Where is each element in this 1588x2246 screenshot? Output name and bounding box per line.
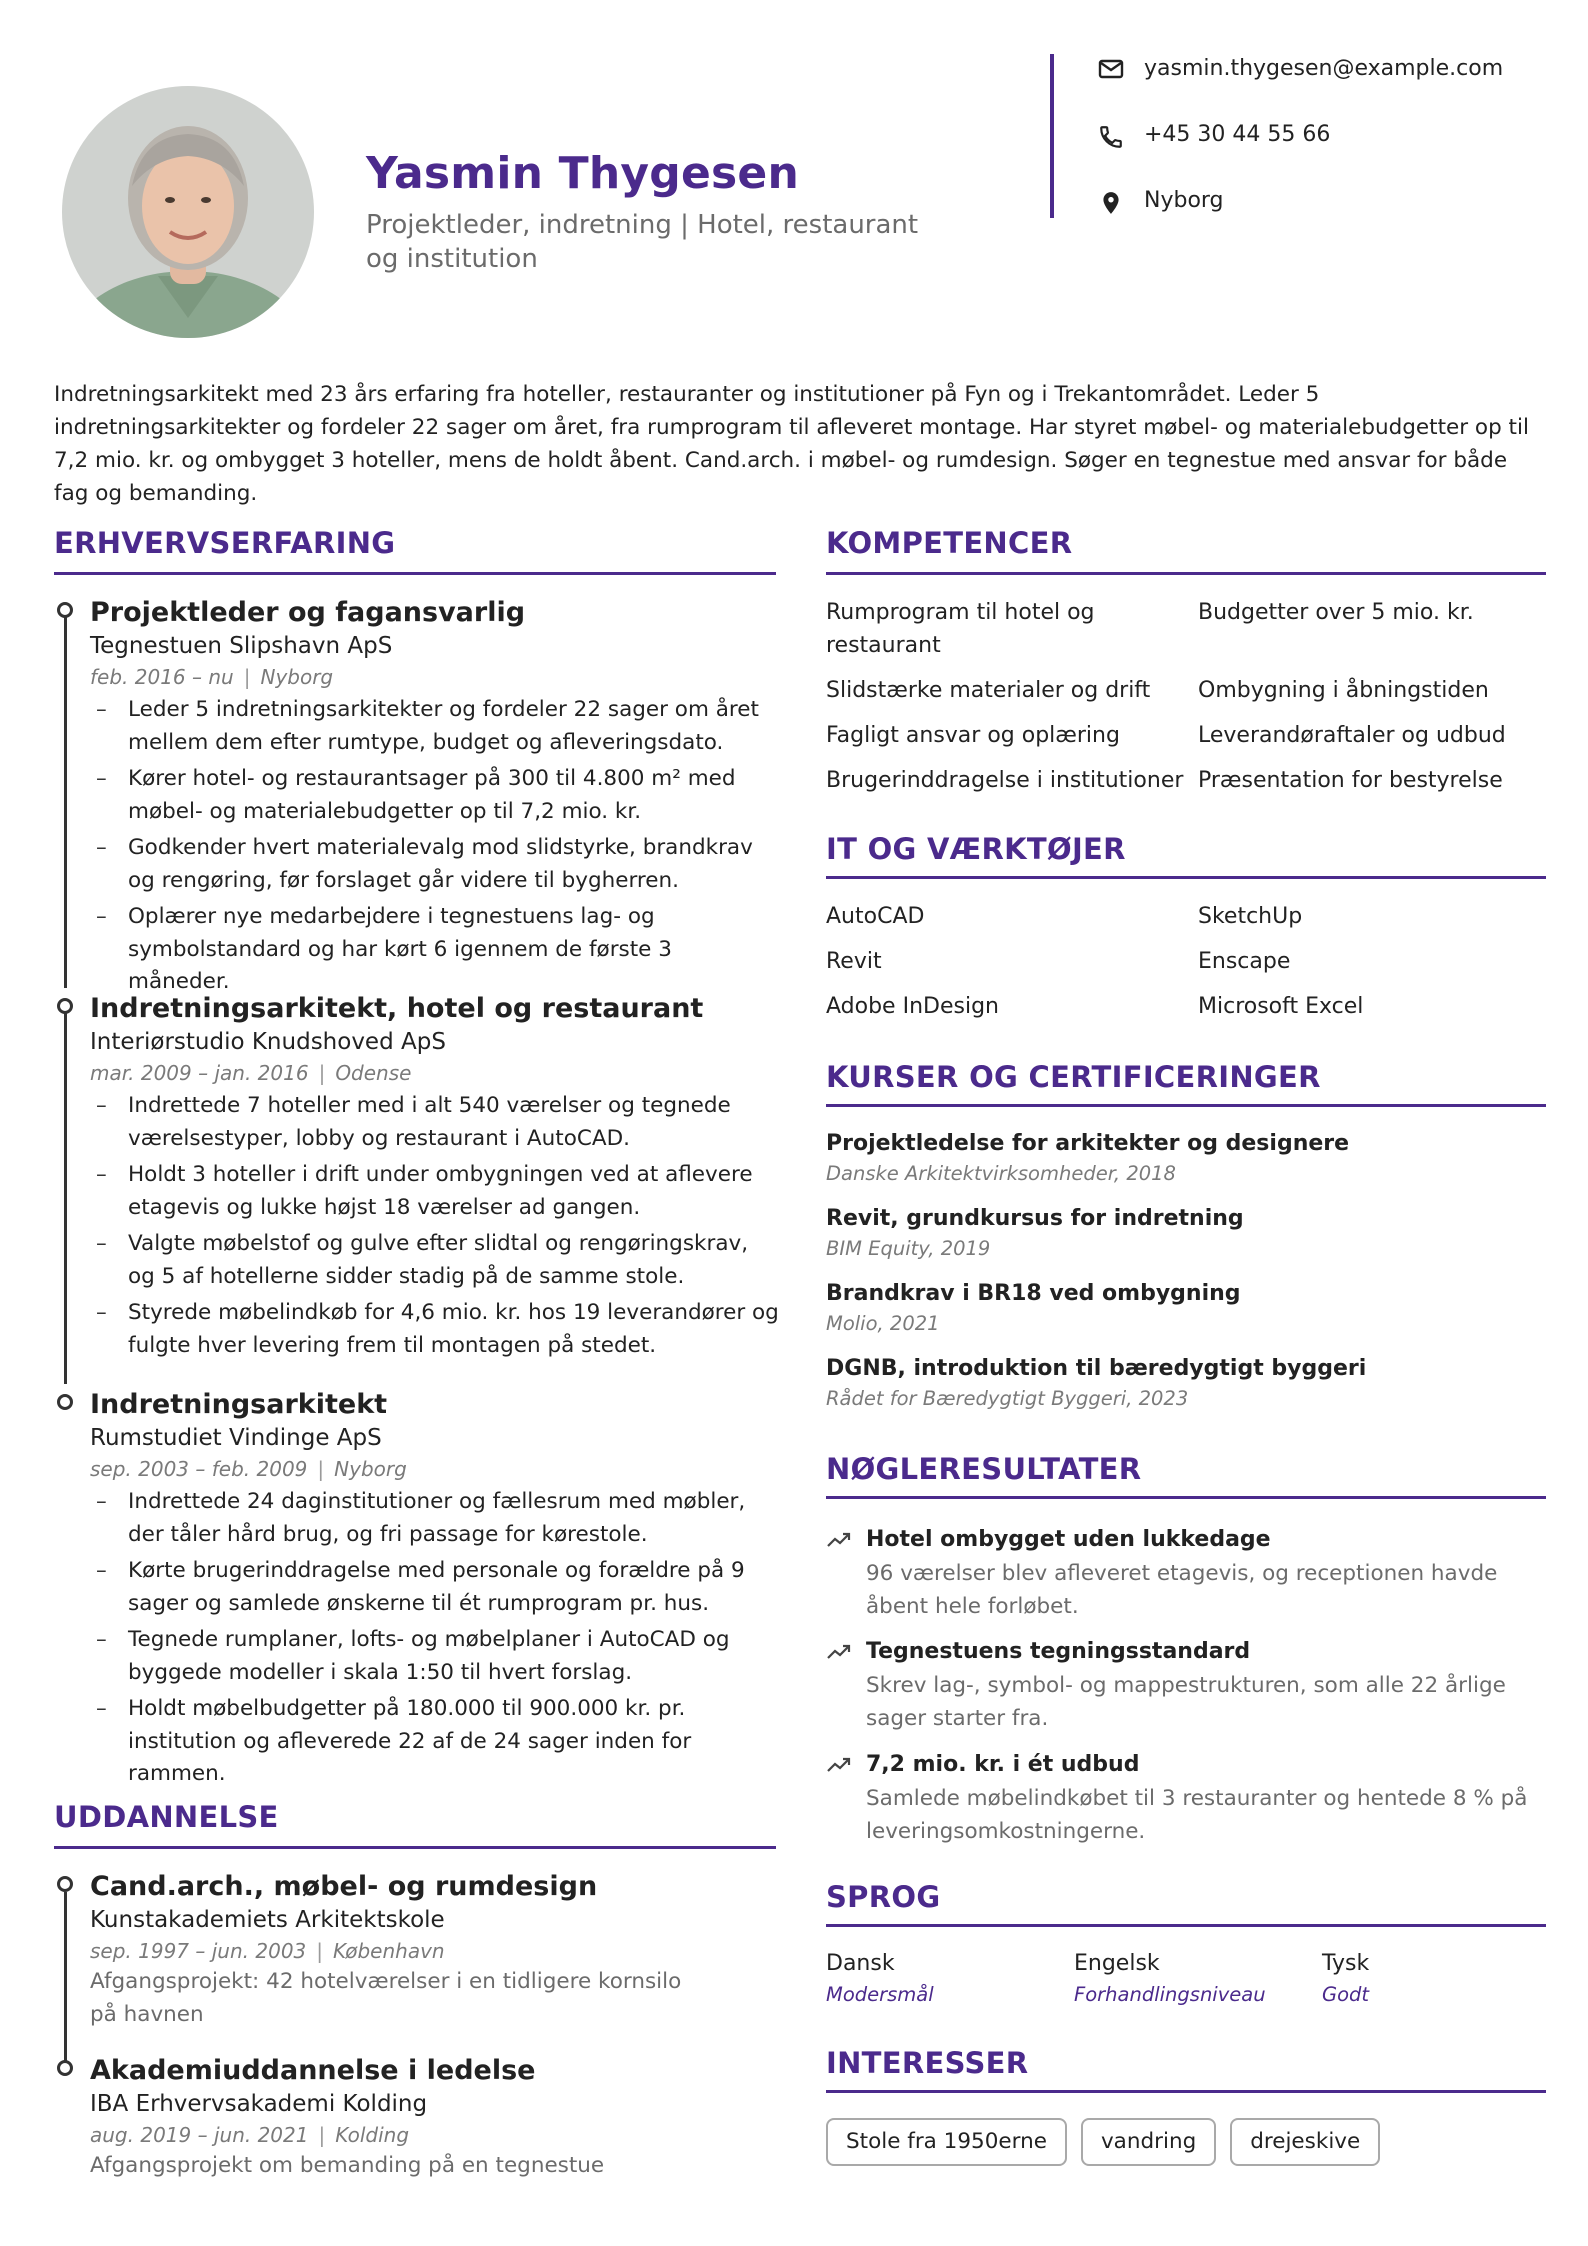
job-location: Odense: [335, 1061, 412, 1085]
language-level: Godt: [1322, 1983, 1370, 2006]
job-bullets: [90, 1090, 780, 1362]
trending-up-icon: [826, 1530, 852, 1550]
job-period: sep. 2003 – feb. 2009: [90, 1457, 308, 1481]
education-period: sep. 1997 – jun. 2003: [90, 1939, 307, 1963]
timeline-line: [64, 1008, 67, 1384]
timeline-dot: [57, 1394, 73, 1410]
result-description: 96 værelser blev afleveret etagevis, og receptionen havde åbent hele forløbet.: [866, 1561, 1498, 1619]
education-meta: sep. 1997 – jun. 2003 | København: [90, 1939, 445, 1963]
language-item: [826, 1948, 934, 2010]
education-location: København: [333, 1939, 445, 1963]
skill-item: Budgetter over 5 mio. kr.: [1198, 600, 1474, 625]
section-title-education: UDDANNELSE: [54, 1800, 279, 1834]
trending-up-icon: [826, 1755, 852, 1775]
experience-item: [90, 1388, 780, 1795]
job-bullet: – Holdt 3 hoteller i drift under ombygningen ved at aflevere etagevis og lukke højst 18 værelser ad gangen.: [90, 1159, 780, 1224]
course-item: [826, 1278, 1546, 1338]
job-period: mar. 2009 – jan. 2016: [90, 1061, 309, 1085]
skills-grid: [826, 596, 1546, 797]
education-period: aug. 2019 – jun. 2021: [90, 2123, 309, 2147]
job-bullet: – Oplærer nye medarbejdere i tegnestuens lag- og symbolstandard og har kørt 6 igennem de første 3 måneder.: [90, 901, 780, 999]
job-company: Tegnestuen Slipshavn ApS: [90, 633, 393, 659]
course-meta: Rådet for Bæredygtigt Byggeri, 2023: [826, 1387, 1189, 1410]
job-title: Indretningsarkitekt: [90, 1389, 388, 1420]
candidate-title: Projektleder, indretning | Hotel, restaurant og institution: [366, 210, 919, 274]
skill-item: Slidstærke materialer og drift: [826, 678, 1151, 703]
phone-icon: [1098, 124, 1124, 150]
section-title-courses: KURSER OG CERTIFICERINGER: [826, 1060, 1321, 1094]
tools-grid: [826, 900, 1546, 1023]
job-company: Interiørstudio Knudshoved ApS: [90, 1029, 446, 1055]
experience-item: [90, 992, 780, 1366]
mail-icon: [1098, 58, 1124, 80]
interest-tag: drejeskive: [1230, 2118, 1380, 2166]
job-period: feb. 2016 – nu: [90, 665, 234, 689]
language-item: [1322, 1948, 1369, 2010]
tool-item: Microsoft Excel: [1198, 994, 1364, 1019]
job-title: Indretningsarkitekt, hotel og restaurant: [90, 993, 704, 1024]
job-bullet: – Leder 5 indretningsarkitekter og fordeler 22 sager om året mellem dem efter rumtype, budget og afleveringsdato.: [90, 694, 780, 759]
education-meta: aug. 2019 – jun. 2021 | Kolding: [90, 2123, 410, 2147]
timeline-dot: [57, 998, 73, 1014]
tool-item: Enscape: [1198, 949, 1291, 974]
education-note: Afgangsprojekt: 42 hotelværelser i en tidligere kornsilo på havnen: [90, 1969, 682, 2027]
section-divider: [826, 2090, 1546, 2093]
course-item: [826, 1203, 1546, 1263]
section-title-tools: IT OG VÆRKTØJER: [826, 832, 1126, 866]
location-pin-icon: [1098, 190, 1124, 216]
education-item: [90, 1870, 780, 2031]
degree-title: Cand.arch., møbel- og rumdesign: [90, 1871, 598, 1902]
job-bullets: [90, 694, 780, 999]
job-bullet: – Indrettede 24 daginstitutioner og fællesrum med møbler, der tåler hård brug, og fri passage for kørestole.: [90, 1486, 780, 1551]
education-note: Afgangsprojekt om bemanding på en tegnestue: [90, 2153, 605, 2178]
job-bullet: – Valgte møbelstof og gulve efter slidtal og rengøringskrav, og 5 af hotellerne sidder stadig på de samme stole.: [90, 1228, 780, 1293]
interest-tag: Stole fra 1950erne: [826, 2118, 1067, 2166]
course-meta: BIM Equity, 2019: [826, 1237, 991, 1260]
job-meta: mar. 2009 – jan. 2016 | Odense: [90, 1061, 412, 1085]
skill-item: Brugerinddragelse i institutioner: [826, 768, 1184, 793]
education-item: [90, 2054, 780, 2183]
school-name: IBA Erhvervsakademi Kolding: [90, 2091, 428, 2117]
section-title-languages: SPROG: [826, 1880, 941, 1914]
job-bullet: – Indrettede 7 hoteller med i alt 540 værelser og tegnede værelsestyper, lobby og restaurant i AutoCAD.: [90, 1090, 780, 1155]
course-title: DGNB, introduktion til bæredygtigt byggeri: [826, 1356, 1367, 1381]
interest-tag: vandring: [1081, 2118, 1216, 2166]
candidate-name: Yasmin Thygesen: [366, 148, 799, 199]
tool-item: Adobe InDesign: [826, 994, 999, 1019]
section-title-results: NØGLERESULTATER: [826, 1452, 1142, 1486]
interest-tags: [826, 2118, 1380, 2166]
course-title: Revit, grundkursus for indretning: [826, 1206, 1244, 1231]
job-bullet: – Tegnede rumplaner, lofts- og møbelplaner i AutoCAD og byggede modeller i skala 1:50 til hvert forslag.: [90, 1624, 780, 1689]
result-title: Hotel ombygget uden lukkedage: [866, 1527, 1271, 1552]
skill-item: Ombygning i åbningstiden: [1198, 678, 1489, 703]
tool-item: SketchUp: [1198, 904, 1303, 929]
section-divider: [826, 1496, 1546, 1499]
trending-up-icon: [826, 1642, 852, 1662]
contact-divider: [1050, 54, 1054, 218]
timeline-dot: [57, 602, 73, 618]
job-bullet: – Kører hotel- og restaurantsager på 300 til 4.800 m² med møbel- og materialebudgetter op til 7,2 mio. kr.: [90, 763, 780, 828]
job-bullet: – Kørte brugerinddragelse med personale og forældre på 9 sager og samlede ønskerne til ét rumprogram pr. hus.: [90, 1555, 780, 1620]
skill-item: Leverandøraftaler og udbud: [1198, 723, 1506, 748]
email-text: yasmin.thygesen@example.com: [1144, 56, 1504, 81]
course-meta: Danske Arkitektvirksomheder, 2018: [826, 1162, 1176, 1185]
course-title: Projektledelse for arkitekter og designere: [826, 1131, 1350, 1156]
timeline-dot: [57, 2060, 73, 2076]
section-title-interests: INTERESSER: [826, 2046, 1029, 2080]
tool-item: AutoCAD: [826, 904, 925, 929]
profile-summary: Indretningsarkitekt med 23 års erfaring fra hoteller, restauranter og institutioner på Fyn og i Trekantområdet. Leder 5 indretningsarkitekter og fordeler 22 sager om året, fra rumprogram til afleveret montage. Har styret møbel- og materialebudgetter op til 7,2 mio. kr. og ombygget 3 hoteller, mens de holdt åbent. Cand.arch. i møbel- og rumdesign. Søger en tegnestue med ansvar for både fag og bemanding.: [54, 382, 1529, 506]
timeline-line: [64, 612, 67, 988]
course-meta: Molio, 2021: [826, 1312, 940, 1335]
section-divider: [54, 572, 776, 575]
section-divider: [826, 1924, 1546, 1927]
experience-item: [90, 596, 780, 1003]
job-bullets: [90, 1486, 780, 1791]
job-location: Nyborg: [260, 665, 334, 689]
job-meta: feb. 2016 – nu | Nyborg: [90, 665, 334, 689]
language-name: Engelsk: [1074, 1951, 1160, 1976]
job-meta: sep. 2003 – feb. 2009 | Nyborg: [90, 1457, 407, 1481]
location-text: Nyborg: [1144, 188, 1224, 213]
result-description: Samlede møbelindkøbet til 3 restauranter og hentede 8 % på leveringsomkostningerne.: [866, 1786, 1528, 1844]
language-level: Forhandlingsniveau: [1074, 1983, 1266, 2006]
language-name: Dansk: [826, 1951, 895, 1976]
section-title-experience: ERHVERVSERFARING: [54, 526, 396, 560]
course-title: Brandkrav i BR18 ved ombygning: [826, 1281, 1241, 1306]
skill-item: Fagligt ansvar og oplæring: [826, 723, 1120, 748]
result-title: Tegnestuens tegningsstandard: [866, 1639, 1251, 1664]
phone-text: +45 30 44 55 66: [1144, 122, 1331, 147]
tool-item: Revit: [826, 949, 882, 974]
job-location: Nyborg: [334, 1457, 407, 1481]
course-item: [826, 1353, 1546, 1413]
degree-title: Akademiuddannelse i ledelse: [90, 2055, 536, 2086]
section-title-skills: KOMPETENCER: [826, 526, 1073, 560]
education-location: Kolding: [335, 2123, 410, 2147]
section-divider: [54, 1846, 776, 1849]
result-title: 7,2 mio. kr. i ét udbud: [866, 1752, 1140, 1777]
section-divider: [826, 572, 1546, 575]
skill-item: Præsentation for bestyrelse: [1198, 768, 1503, 793]
school-name: Kunstakademiets Arkitektskole: [90, 1907, 445, 1933]
section-divider: [826, 876, 1546, 879]
timeline-line: [64, 1892, 67, 2068]
job-bullet: – Holdt møbelbudgetter på 180.000 til 900.000 kr. pr. institution og afleverede 22 af de 24 sager inden for rammen.: [90, 1693, 780, 1791]
language-level: Modersmål: [826, 1983, 934, 2006]
job-title: Projektleder og fagansvarlig: [90, 597, 526, 628]
language-name: Tysk: [1322, 1951, 1370, 1976]
result-description: Skrev lag-, symbol- og mappestrukturen, som alle 22 årlige sager starter fra.: [866, 1673, 1506, 1731]
course-item: [826, 1128, 1546, 1188]
job-bullet: – Godkender hvert materialevalg mod slidstyrke, brandkrav og rengøring, før forslaget går videre til bygherren.: [90, 832, 780, 897]
language-item: [1074, 1948, 1266, 2010]
profile-photo: [62, 86, 314, 338]
timeline-dot: [57, 1876, 73, 1892]
job-bullet: – Styrede møbelindkøb for 4,6 mio. kr. hos 19 leverandører og fulgte hver levering frem til montagen på stedet.: [90, 1297, 780, 1362]
skill-item: Rumprogram til hotel og restaurant: [826, 600, 1095, 658]
job-company: Rumstudiet Vindinge ApS: [90, 1425, 382, 1451]
section-divider: [826, 1104, 1546, 1107]
